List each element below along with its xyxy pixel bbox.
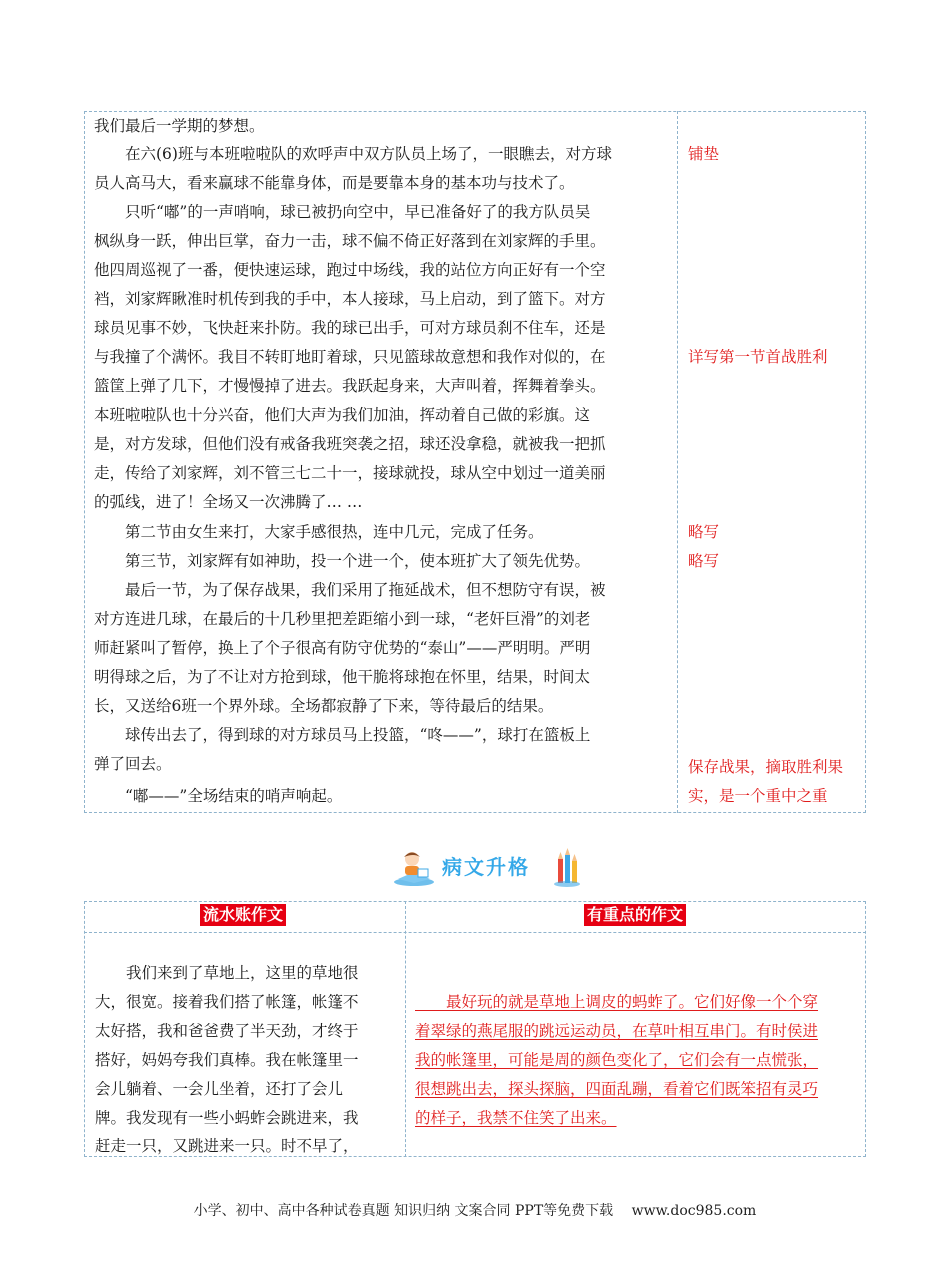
section-banner	[392, 845, 592, 889]
left-text-line: 搭好，妈妈夸我们真棒。我在帐篷里一	[95, 1051, 359, 1069]
annotation-note: 详写第一节首战胜利	[688, 348, 828, 366]
right-text-line: 最好玩的就是草地上调皮的蚂蚱了。它们好像一个个穿	[415, 993, 819, 1011]
right-text-line: 很想跳出去，探头探脑，四面乱蹦，看着它们既笨招有灵巧	[415, 1080, 819, 1098]
article-line: 走，传给了刘家辉，刘不管三七二十一，接球就投，球从空中划过一道美丽	[94, 464, 606, 482]
right-text-line: 我的帐篷里，可能是周的颜色变化了，它们会有一点慌张，	[415, 1051, 819, 1069]
article-line: 师赶紧叫了暂停，换上了个子很高有防守优势的“泰山”——严明明。严明	[94, 639, 591, 657]
article-line: 弹了回去。	[94, 755, 172, 773]
article-line: 第二节由女生来打，大家手感很热，连中几元，完成了任务。	[94, 523, 544, 541]
annotation-note: 略写	[688, 552, 720, 570]
page-footer: 小学、初中、高中各种试卷真题 知识归纳 文案合同 PPT等免费下载 www.doc985.com	[193, 1203, 757, 1219]
annotation-note: 略写	[688, 523, 720, 541]
left-text-line: 牌。我发现有一些小蚂蚱会跳进来，我	[95, 1109, 359, 1127]
right-text-line: 着翠绿的燕尾服的跳远运动员，在草叶相互串门。有时侯进	[415, 1022, 819, 1040]
article-line: 球传出去了，得到球的对方球员马上投篮，“咚——”，球打在篮板上	[94, 726, 591, 744]
article-line: 员人高马大，看来赢球不能靠身体，而是要靠本身的基本功与技术了。	[94, 174, 575, 192]
article-line: 枫纵身一跃，伸出巨掌，奋力一击，球不偏不倚正好落到在刘家辉的手里。	[94, 232, 606, 250]
left-text-line: 我们来到了草地上，这里的草地很	[95, 964, 359, 982]
article-line: 是，对方发球，但他们没有戒备我班突袭之招，球还没拿稳，就被我一把抓	[94, 435, 606, 453]
article-column-divider	[677, 111, 678, 813]
article-line: 长，又送给6班一个界外球。全场都寂静了下来，等待最后的结果。	[94, 697, 554, 715]
left-text-line: 赶走一只，又跳进来一只。时不早了，	[95, 1137, 359, 1155]
annotation-note: 铺垫	[688, 145, 720, 163]
article-line: 本班啦啦队也十分兴奋，他们大声为我们加油，挥动着自己做的彩旗。这	[94, 406, 591, 424]
left-text-line: 大，很宽。接着我们搭了帐篷，帐篷不	[95, 993, 359, 1011]
article-line: 球员见事不妙，飞快赶来扑防。我的球已出手，可对方球员刹不住车，还是	[94, 319, 606, 337]
article-line: 明得球之后，为了不让对方抢到球，他干脆将球抱在怀里，结果，时间太	[94, 668, 591, 686]
article-line: 篮筐上弹了几下，才慢慢掉了进去。我跃起身来，大声叫着，挥舞着拳头。	[94, 377, 606, 395]
annotation-note: 实，是一个重中之重	[688, 787, 828, 805]
right-text-line: 的样子，我禁不住笑了出来。	[415, 1109, 617, 1127]
left-column-header: 流水账作文	[200, 904, 286, 926]
article-line: 对方连进几球，在最后的十几秒里把差距缩小到一球，“老奸巨滑”的刘老	[94, 610, 591, 628]
comparison-column-divider	[405, 901, 406, 1157]
article-line: 在六(6)班与本班啦啦队的欢呼声中双方队员上场了，一眼瞧去，对方球	[94, 145, 612, 163]
comparison-header-divider	[84, 932, 866, 933]
left-text-line: 会儿躺着、一会儿坐着，还打了会儿	[95, 1080, 344, 1098]
article-line: 只听“嘟”的一声哨响，球已被扔向空中，早已准备好了的我方队员吴	[94, 203, 591, 221]
article-line: “嘟——”全场结束的哨声响起。	[94, 787, 343, 805]
article-line: 我们最后一学期的梦想。	[94, 117, 265, 135]
article-line: 第三节，刘家辉有如神助，投一个进一个，使本班扩大了领先优势。	[94, 552, 591, 570]
article-line: 的弧线，进了！全场又一次沸腾了… …	[94, 493, 363, 511]
annotation-note: 保存战果，摘取胜利果	[688, 758, 844, 776]
article-line: 裆，刘家辉瞅准时机传到我的手中，本人接球，马上启动，到了篮下。对方	[94, 290, 606, 308]
right-column-header: 有重点的作文	[584, 904, 686, 926]
colored-pencils-icon	[554, 848, 580, 887]
article-line: 与我撞了个满怀。我目不转盯地盯着球，只见篮球故意想和我作对似的，在	[94, 348, 606, 366]
article-line: 他四周巡视了一番，便快速运球，跑过中场线，我的站位方向正好有一个空	[94, 261, 606, 279]
reading-child-icon	[394, 852, 434, 886]
left-text-line: 太好搭，我和爸爸费了半天劲，才终于	[95, 1022, 359, 1040]
article-line: 最后一节，为了保存战果，我们采用了拖延战术，但不想防守有误，被	[94, 581, 606, 599]
banner-title: 病文升格	[442, 855, 530, 879]
